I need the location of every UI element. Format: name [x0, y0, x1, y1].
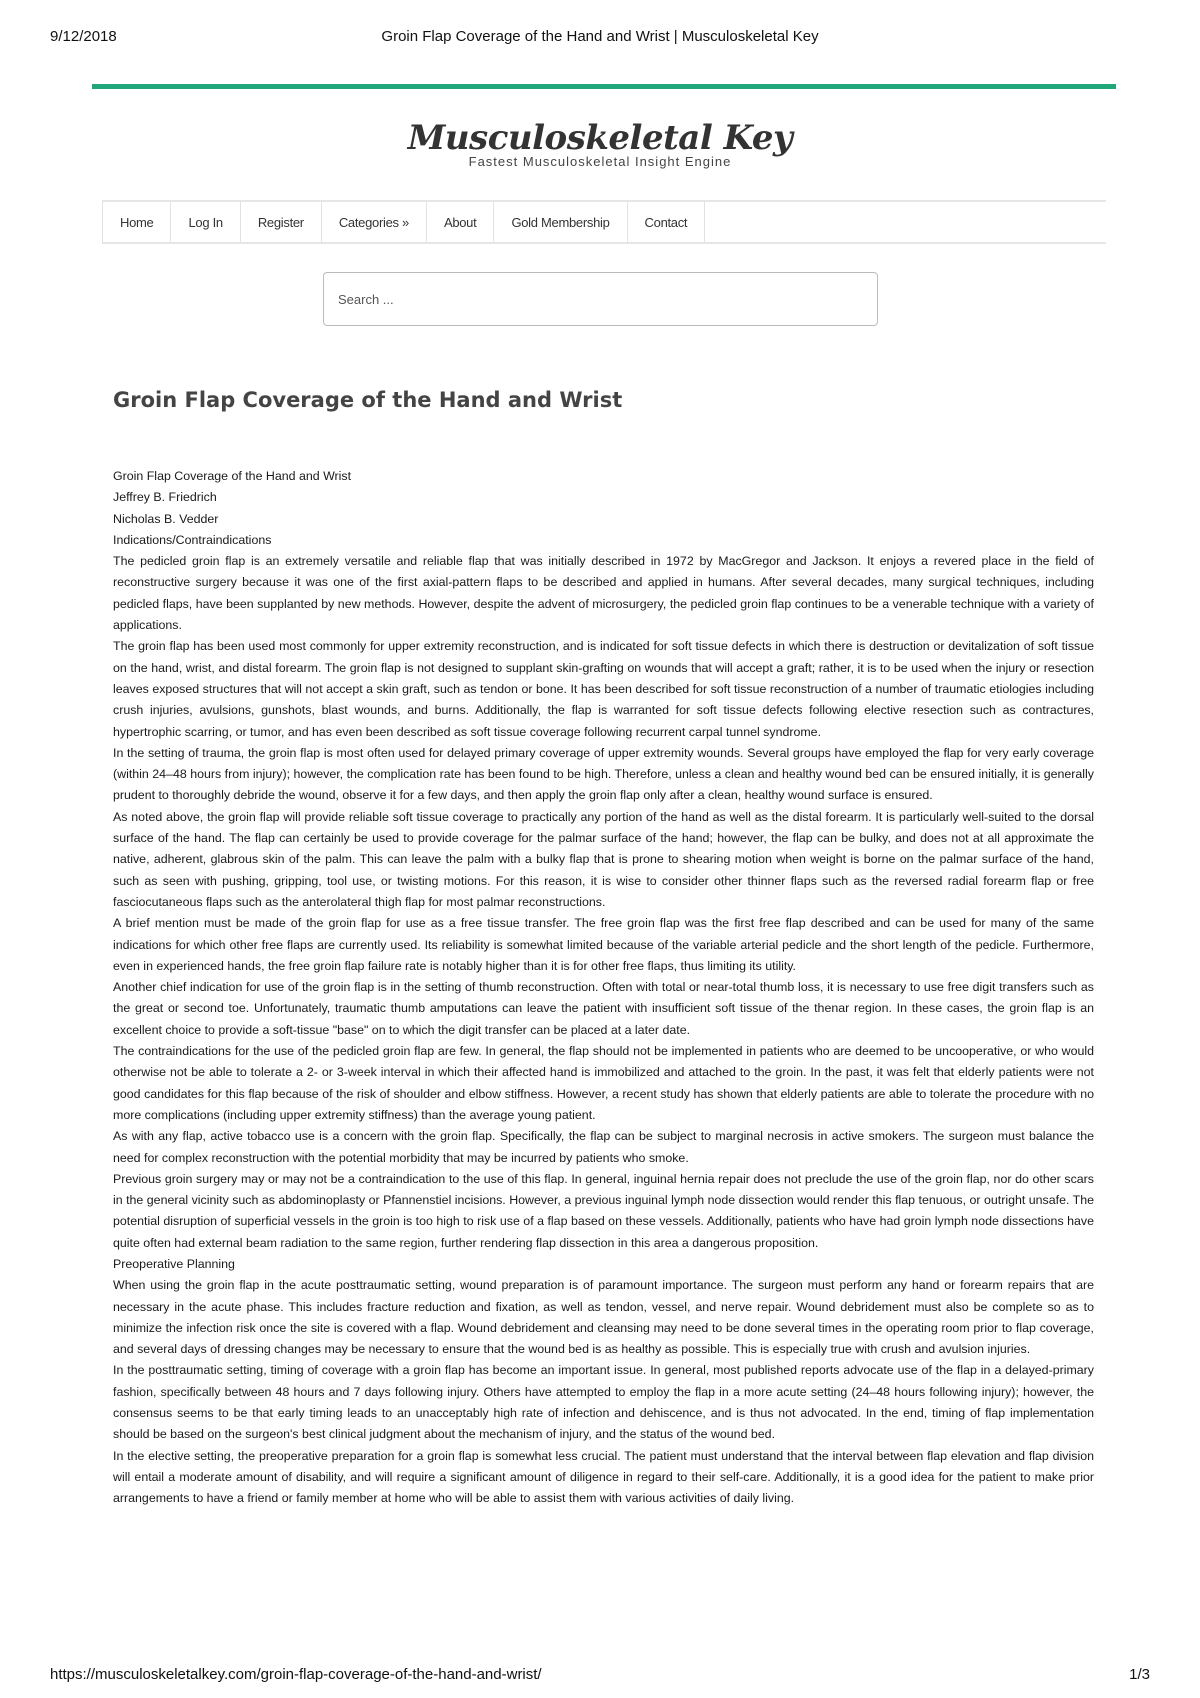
paragraph: The contraindications for the use of the pedicled groin flap are few. In general, the flap should not be implemented in patients who are deemed to be uncooperative, or who would otherwise not be able to tolerate a 2- or 3-week interval in which their affected hand is immobilized and attached to the groin. In the past, it was felt that elderly patients were not good candidates for this flap because of the risk of shoulder and elbow stiffness. However, a recent study has shown that elderly patients are able to tolerate the procedure with no more complications (including upper extremity stiffness) than the average young patient.	[113, 1044, 1094, 1122]
author-name: Jeffrey B. Friedrich	[113, 490, 217, 505]
search-input[interactable]	[336, 291, 865, 308]
section-heading: Indications/Contraindications	[113, 532, 272, 547]
paragraph: In the posttraumatic setting, timing of coverage with a groin flap has become an important issue. In general, most published reports advocate use of the flap in a delayed-primary fashion, specifically between 48 hours and 7 days following injury. Others have attempted to employ the flap in a more acute setting (24–48 hours following injury); however, the consensus seems to be that early timing leads to an unacceptably high rate of infection and dehiscence, and is thus not advocated. In the end, timing of flap implementation should be based on the surgeon's best clinical judgment about the mechanism of injury, and the status of the wound bed.	[113, 1363, 1094, 1442]
paragraph: When using the groin flap in the acute posttraumatic setting, wound preparation is of paramount importance. The surgeon must perform any hand or forearm repairs that are necessary in the acute phase. This includes fracture reduction and fixation, as well as tendon, vessel, and nerve repair. Wound debridement must also be complete so as to minimize the infection risk once the site is covered with a flap. Wound debridement and cleansing may need to be done several times in the operating room prior to flap coverage, and several days of dressing changes may be necessary to ensure that the wound bed is as healthy as possible. This is especially true with crush and avulsion injuries.	[113, 1278, 1094, 1357]
paragraph: As noted above, the groin flap will provide reliable soft tissue coverage to practically any portion of the hand as well as the distal forearm. It is particularly well-suited to the dorsal surface of the hand. The flap can certainly be used to provide coverage for the palmar surface of the hand; however, the flap can be bulky, and does not at all approximate the native, adherent, glabrous skin of the palm. This can leave the palm with a bulky flap that is prone to shearing motion when weight is borne on the palmar surface of the hand, such as seen with pushing, gripping, tool use, or twisting motions. For this reason, it is wise to consider other thinner flaps such as the reversed radial forearm flap or free fasciocutaneous flaps such as the anterolateral thigh flap for most palmar reconstructions.	[113, 809, 1094, 909]
search-box	[323, 272, 878, 326]
paragraph: Previous groin surgery may or may not be a contraindication to the use of this flap. In general, inguinal hernia repair does not preclude the use of the groin flap, nor do other scars in the general vicinity such as abdominoplasty or Pfannenstiel incisions. However, a previous inguinal lymph node dissection would render this flap tenuous, or outright unsafe. The potential disruption of superficial vessels in the groin is too high to risk use of a flap based on these vessels. Additionally, patients who have had groin lymph node dissections have quite often had external beam radiation to the same region, further rendering flap dissection in this area a dangerous proposition.	[113, 1171, 1094, 1250]
site-branding	[0, 118, 1200, 169]
nav-item-gold-membership[interactable]: Gold Membership	[494, 202, 627, 242]
paragraph: In the setting of trauma, the groin flap is most often used for delayed primary coverage of upper extremity wounds. Several groups have employed the flap for very early coverage (within 24–48 hours from injury); however, the complication rate has been found to be high. Therefore, unless a clean and healthy wound bed can be ensured initially, it is generally prudent to thoroughly debride the wound, observe it for a few days, and then apply the groin flap only after a clean, healthy wound surface is ensured.	[113, 745, 1094, 803]
nav-item-home[interactable]: Home	[102, 202, 171, 242]
paragraph: As with any flap, active tobacco use is a concern with the groin flap. Specifically, the flap can be subject to marginal necrosis in active smokers. The surgeon must balance the need for complex reconstruction with the potential morbidity that may be incurred by patients who smoke.	[113, 1129, 1094, 1165]
nav-item-register[interactable]: Register	[241, 202, 322, 242]
main-nav	[102, 200, 1106, 244]
site-tagline: Fastest Musculoskeletal Insight Engine	[468, 154, 732, 169]
accent-bar	[92, 84, 1116, 89]
nav-item-about[interactable]: About	[427, 202, 494, 242]
paragraph: The pedicled groin flap is an extremely versatile and reliable flap that was initially described in 1972 by MacGregor and Jackson. It enjoys a revered place in the field of reconstructive surgery because it was one of the first axial-pattern flaps to be described and applied in humans. After several decades, many surgical techniques, including pedicled flaps, have been supplanted by new methods. However, despite the advent of microsurgery, the pedicled groin flap continues to be a venerable technique with a variety of applications.	[113, 554, 1094, 633]
paragraph: Another chief indication for use of the groin flap is in the setting of thumb reconstruction. Often with total or near-total thumb loss, it is necessary to use free digit transfers such as the great or second toe. Unfortunately, traumatic thumb amputations can leave the patient with insufficient soft tissue of the thenar region. In these cases, the groin flap is an excellent choice to provide a soft-tissue "base" on to which the digit transfer can be placed at a later date.	[113, 980, 1094, 1037]
nav-item-categories[interactable]: Categories »	[322, 202, 427, 242]
print-header	[0, 28, 1200, 48]
section-heading: Preoperative Planning	[113, 1256, 235, 1271]
page-number: 1/3	[1129, 1666, 1150, 1683]
print-url: https://musculoskeletalkey.com/groin-flap-coverage-of-the-hand-and-wrist/	[50, 1666, 542, 1683]
paragraph: A brief mention must be made of the groin flap for use as a free tissue transfer. The free groin flap was the first free flap described and can be used for many of the same indications for which other free flaps are currently used. Its reliability is somewhat limited because of the variable arterial pedicle and the short length of the pedicle. Furthermore, even in experienced hands, the free groin flap failure rate is notably higher than it is for other free flaps, thus limiting its utility.	[113, 916, 1094, 973]
site-logo[interactable]: Musculoskeletal Key	[407, 118, 793, 158]
paragraph: The groin flap has been used most commonly for upper extremity reconstruction, and is indicated for soft tissue defects in which there is destruction or devitalization of soft tissue on the hand, wrist, and distal forearm. The groin flap is not designed to supplant skin-grafting on wounds that will accept a graft; rather, it is to be used when the injury or resection leaves exposed structures that will not accept a skin graft, such as tendon or bone. It has been described for soft tissue reconstruction of a number of traumatic etiologies including crush injuries, avulsions, gunshots, blast wounds, and burns. Additionally, the flap is warranted for soft tissue defects following elective resection such as contractures, hypertrophic scarring, or tumor, and has even been described as soft tissue coverage following recurrent carpal tunnel syndrome.	[113, 639, 1094, 739]
nav-item-login[interactable]: Log In	[171, 202, 240, 242]
print-page-title: Groin Flap Coverage of the Hand and Wrist | Musculoskeletal Key	[381, 28, 819, 45]
nav-item-contact[interactable]: Contact	[628, 202, 706, 242]
paragraph: In the elective setting, the preoperative preparation for a groin flap is somewhat less crucial. The patient must understand that the interval between flap elevation and flap division will entail a moderate amount of disability, and will require a significant amount of diligence in regard to their self-care. Additionally, it is a good idea for the patient to make prior arrangements to have a friend or family member at home who will be able to assist them with various activities of daily living.	[113, 1448, 1094, 1506]
article-title: Groin Flap Coverage of the Hand and Wrist	[113, 388, 623, 412]
print-date: 9/12/2018	[50, 28, 117, 45]
chapter-title: Groin Flap Coverage of the Hand and Wrist	[113, 469, 352, 483]
article-body	[113, 466, 1094, 1510]
author-name: Nicholas B. Vedder	[113, 511, 219, 526]
